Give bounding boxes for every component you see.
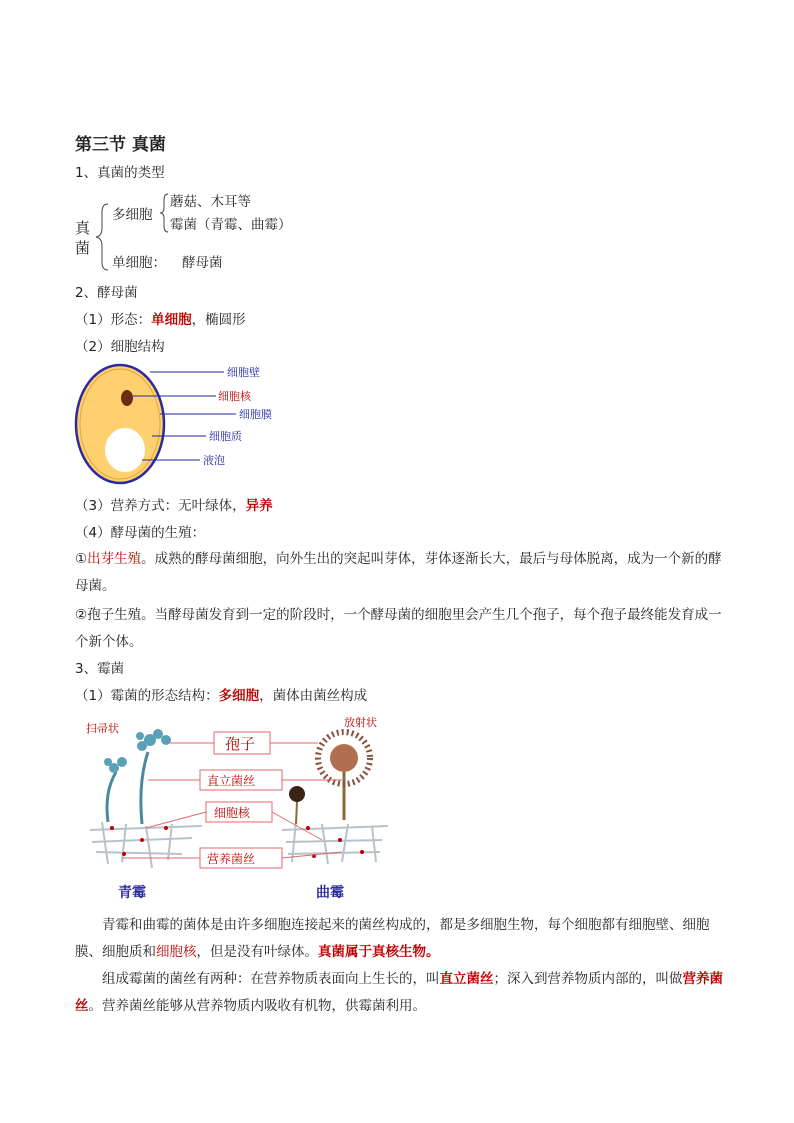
cell-nucleus	[121, 390, 133, 406]
yeast-form-label: （1）形态：	[75, 312, 152, 328]
mold-p2-text2: ；深入到营养物质内部的，叫做	[493, 971, 683, 987]
yeast-nutrition-key: 异养	[245, 498, 273, 514]
name-aspergillus: 曲霉	[316, 885, 344, 901]
tree-multi-a: 蘑菇、木耳等	[170, 194, 251, 210]
section3-heading: 3、霉菌	[75, 661, 125, 677]
label-nucleus: 细胞核	[218, 390, 251, 403]
tree-single: 单细胞：	[112, 255, 166, 271]
section2-heading: 2、酵母菌	[75, 285, 138, 301]
mold-structure-label: （1）霉菌的形态结构：	[75, 688, 219, 704]
mold-p1-text2: ，但是没有叶绿体。	[196, 944, 318, 960]
label-aerial-hyphae: 直立菌丝	[207, 774, 256, 788]
tag-brush: 扫帚状	[86, 722, 119, 735]
mold-structure-key: 多细胞	[218, 688, 260, 704]
spore-paragraph	[75, 602, 725, 656]
budding-key: 出芽生殖	[87, 551, 142, 567]
yeast-form-key: 单细胞	[151, 312, 192, 328]
name-penicillium: 青霉	[118, 885, 146, 901]
yeast-reproduction-heading: （4）酵母菌的生殖：	[75, 525, 206, 541]
mold-paragraph-2	[75, 966, 725, 1020]
label-substrate-hyphae: 营养菌丝	[207, 852, 256, 866]
mold-figure	[82, 712, 402, 906]
brace-icon	[92, 200, 112, 274]
mold-p2-key2: 营养菌丝	[75, 971, 723, 1014]
mold-p2-key1: 直立菌丝	[439, 971, 494, 987]
yeast-form	[75, 311, 246, 329]
yeast-nutrition	[75, 497, 273, 515]
tree-single-a: 酵母菌	[182, 255, 223, 271]
mold-p2-text: 组成霉菌的菌丝有两种：在营养物质表面向上生长的，叫	[102, 971, 440, 987]
label-cell-wall: 细胞壁	[227, 366, 260, 379]
mold-p1-key1: 细胞核	[156, 944, 197, 960]
mold-p2-text3: 。营养菌丝能够从营养物质内吸收有机物，供霉菌利用。	[88, 998, 426, 1014]
mold-structure-rest: ，菌体由菌丝构成	[259, 688, 368, 704]
mold-paragraph-1	[75, 912, 725, 966]
label-cytoplasm: 细胞质	[209, 430, 242, 443]
budding-paragraph	[75, 546, 725, 600]
budding-text: 。成熟的酵母菌细胞，向外生出的突起叫芽体，芽体逐渐长大，最后与母体脱离，成为一个新的酵母菌。	[75, 551, 722, 594]
brace-small-icon	[158, 192, 170, 234]
label-fig-nucleus: 细胞核	[214, 806, 251, 820]
mold-structure	[75, 687, 367, 705]
yeast-form-rest: ，椭圆形	[191, 312, 246, 328]
spore-text: 孢子生殖。当酵母菌发育到一定的阶段时，一个酵母菌的细胞里会产生几个孢子，每个孢子最终能发育成一个新个体。	[75, 607, 722, 650]
label-membrane: 细胞膜	[239, 408, 272, 421]
tree-root: 真菌	[75, 219, 91, 257]
label-spore: 孢子	[225, 735, 256, 753]
mold-p1-key2: 真菌属于真核生物。	[318, 944, 440, 960]
tree-multi-b: 霉菌（青霉、曲霉）	[170, 217, 292, 233]
page-title: 第三节 真菌	[75, 135, 166, 155]
yeast-structure-heading: （2）细胞结构	[75, 339, 165, 355]
tag-radial: 放射状	[344, 716, 377, 729]
mold-p1-text: 青霉和曲霉的菌体是由许多细胞连接起来的菌丝构成的，都是多细胞生物，每个细胞都有细胞壁、细胞膜、细胞质和	[75, 917, 710, 960]
yeast-nutrition-label: （3）营养方式：无叶绿体，	[75, 498, 246, 514]
label-vacuole: 液泡	[203, 454, 225, 467]
section1-heading: 1、真菌的类型	[75, 165, 165, 181]
cell-vacuole	[105, 428, 145, 472]
spore-num: ②	[75, 607, 88, 623]
yeast-cell-figure	[72, 362, 292, 488]
budding-num: ①	[75, 551, 88, 567]
tree-multi: 多细胞	[112, 207, 153, 223]
